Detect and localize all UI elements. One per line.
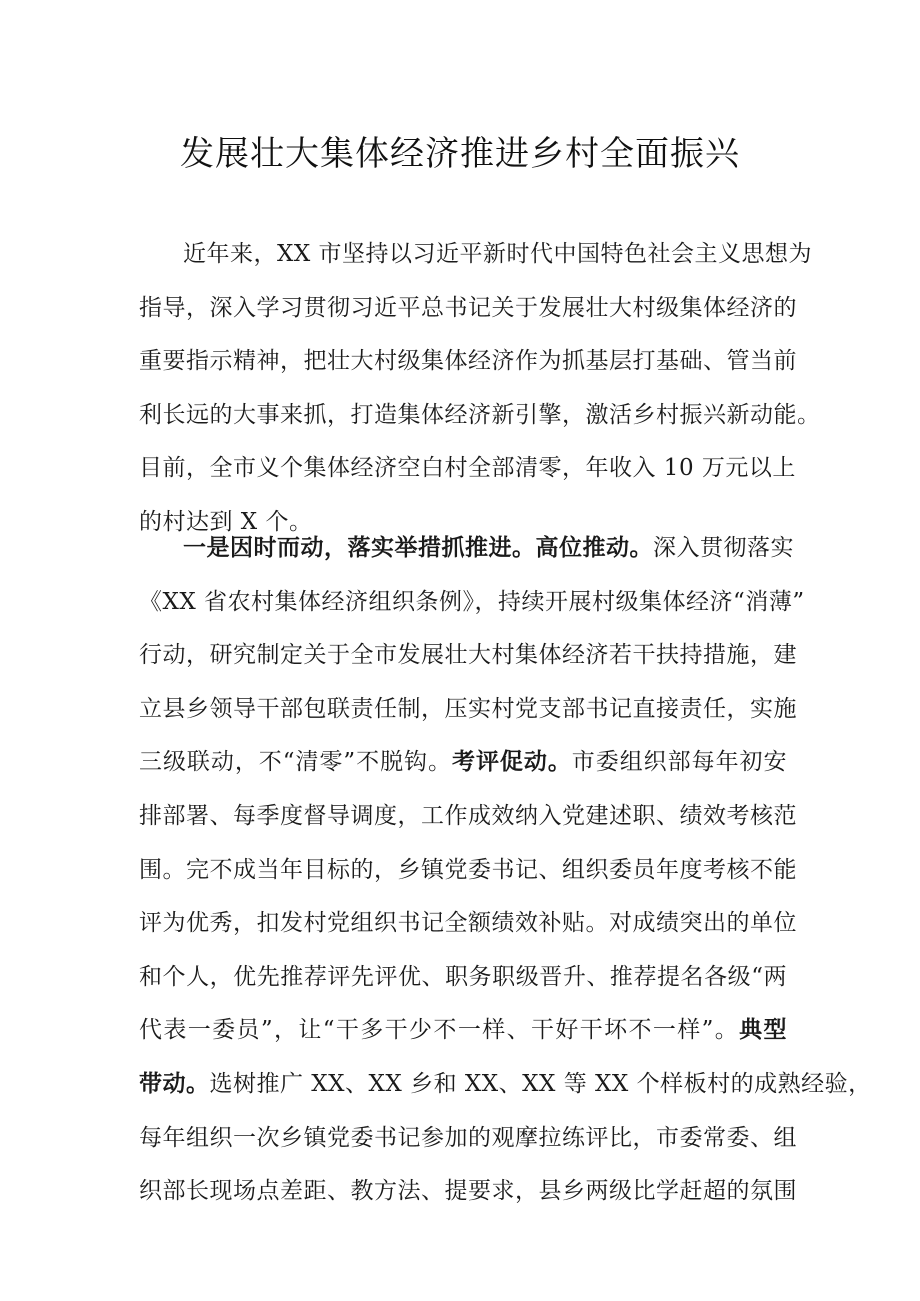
paragraph-intro <box>139 228 821 550</box>
text-line <box>139 736 787 790</box>
text-line: 立县乡领导干部包联责任制，压实村党支部书记直接责任，实施 <box>139 695 797 722</box>
bold-heading: 考评促动。 <box>451 749 572 776</box>
inline-text: 市委组织部每年初安 <box>571 749 787 776</box>
text-line: 织部长现场点差距、教方法、提要求，县乡两级比学赶超的氛围 <box>139 1178 797 1205</box>
text-line <box>139 1058 872 1112</box>
text-line: 利长远的大事来抓，打造集体经济新引擎，激活乡村振兴新动能。 <box>139 401 821 428</box>
bold-heading: 一是因时而动，落实举措抓推进。高位推动。 <box>183 535 653 561</box>
paragraph-first-point <box>139 522 872 1219</box>
text-line: 行动，研究制定关于全市发展壮大村集体经济若干扶持措施，建 <box>139 642 797 669</box>
bold-heading: 带动。 <box>139 1070 210 1097</box>
text-line: 重要指示精神，把壮大村级集体经济作为抓基层打基础、管当前 <box>139 348 797 375</box>
text-line: 的村达到 X 个。 <box>139 508 313 535</box>
inline-text: 三级联动，不“清零”不脱钩。 <box>139 749 452 776</box>
text-line: 评为优秀，扣发村党组织书记全额绩效补贴。对成绩突出的单位 <box>139 910 797 937</box>
text-line: 近年来，XX 市坚持以习近平新时代中国特色社会主义思想为 <box>183 241 813 267</box>
inline-text: 选树推广 XX、XX 乡和 XX、XX 等 XX 个样板村的成熟经验， <box>209 1070 872 1097</box>
inline-text: 深入贯彻落实 <box>653 535 794 561</box>
text-line <box>139 1004 787 1058</box>
text-line: 每年组织一次乡镇党委书记参加的观摩拉练评比，市委常委、组 <box>139 1124 797 1151</box>
text-line: 指导，深入学习贯彻习近平总书记关于发展壮大村级集体经济的 <box>139 294 797 321</box>
inline-text: 代表一委员”，让“干多干少不一样、干好干坏不一样”。 <box>139 1017 740 1044</box>
text-line: 排部署、每季度督导调度，工作成效纳入党建述职、绩效考核范 <box>139 802 797 829</box>
text-line: 围。完不成当年目标的，乡镇党委书记、组织委员年度考核不能 <box>139 856 797 883</box>
text-line: 目前，全市义个集体经济空白村全部清零，年收入 10 万元以上 <box>139 455 796 482</box>
text-line: 《XX 省农村集体经济组织条例》，持续开展村级集体经济“消薄” <box>139 588 805 615</box>
document-title: 发展壮大集体经济推进乡村全面振兴 <box>180 134 740 174</box>
text-line <box>139 522 794 576</box>
text-line: 和个人，优先推荐评先评优、职务职级晋升、推荐提名各级“两 <box>139 963 787 990</box>
bold-heading: 典型 <box>739 1017 788 1044</box>
